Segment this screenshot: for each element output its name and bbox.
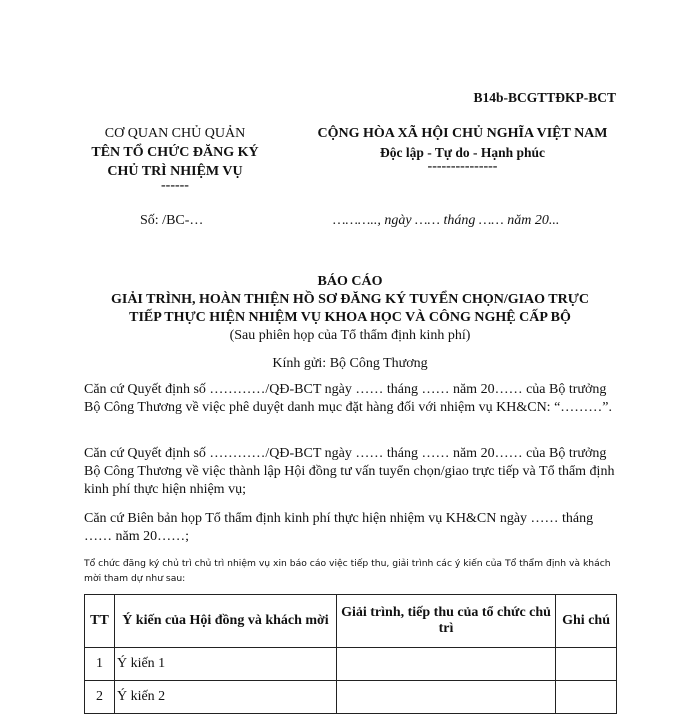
col-header-tt: TT (85, 595, 115, 648)
paragraph-basis-1: Căn cứ Quyết định số …………/QĐ-BCT ngày …… tháng …… năm 20…… của Bộ trưởng Bộ Công Thương về việc phê duyệt danh mục đặt hàng đối với nhiệm vụ KH&CN: “………”. (84, 382, 613, 415)
national-header (285, 124, 640, 172)
opinion-table (84, 594, 617, 714)
report-subtitle: (Sau phiên họp của Tổ thẩm định kinh phí) (229, 328, 471, 343)
left-divider: ------ (161, 178, 189, 193)
right-divider: --------------- (427, 159, 498, 174)
table-row (85, 681, 617, 714)
document-date: ……….., ngày …… tháng …… năm 20... (333, 213, 560, 228)
col-header-response: Giải trình, tiếp thu của tổ chức chủ trì (336, 595, 555, 648)
country-name: CỘNG HÒA XÃ HỘI CHỦ NGHĨA VIỆT NAM (317, 126, 608, 141)
row-number: 1 (85, 648, 115, 681)
issuing-agency-header (70, 124, 280, 191)
report-heading: BÁO CÁO (317, 274, 383, 289)
table-row (85, 648, 617, 681)
organization-role: CHỦ TRÌ NHIỆM VỤ (107, 164, 243, 179)
col-header-opinion: Ý kiến của Hội đồng và khách mời (114, 595, 336, 648)
col-header-note: Ghi chú (556, 595, 617, 648)
row-opinion: Ý kiến 2 (114, 681, 336, 714)
intro-note: Tổ chức đăng ký chủ trì chủ trì nhiệm vụ xin báo cáo việc tiếp thu, giải trình các ý kiến của Tổ thẩm định và khách mời tham dự như sau: (84, 558, 611, 584)
paragraph-basis-2: Căn cứ Quyết định số …………/QĐ-BCT ngày …… tháng …… năm 20…… của Bộ trưởng Bộ Công Thương về việc thành lập Hội đồng tư vấn tuyển chọn/giao trực tiếp và Tổ thẩm định kinh phí thực hiện nhiệm vụ; (84, 446, 615, 497)
row-opinion: Ý kiến 1 (114, 648, 336, 681)
recipient: Kính gửi: Bộ Công Thương (272, 356, 428, 371)
report-title-line-2: TIẾP THỰC HIỆN NHIỆM VỤ KHOA HỌC VÀ CÔNG NGHỆ CẤP BỘ (129, 310, 571, 325)
row-note (556, 648, 617, 681)
row-number: 2 (85, 681, 115, 714)
table-header-row (85, 595, 617, 648)
row-response (336, 648, 555, 681)
organization-name: TÊN TỔ CHỨC ĐĂNG KÝ (91, 145, 259, 160)
row-note (556, 681, 617, 714)
report-title-block (60, 273, 640, 345)
row-response (336, 681, 555, 714)
form-code: B14b-BCGTTĐKP-BCT (473, 90, 616, 105)
parent-agency: CƠ QUAN CHỦ QUẢN (104, 126, 246, 141)
paragraph-basis-3: Căn cứ Biên bản họp Tổ thẩm định kinh phí thực hiện nhiệm vụ KH&CN ngày …… tháng …… năm 20……; (84, 511, 594, 544)
national-motto: Độc lập - Tự do - Hạnh phúc (379, 145, 546, 160)
report-title-line-1: GIẢI TRÌNH, HOÀN THIỆN HỒ SƠ ĐĂNG KÝ TUYỂN CHỌN/GIAO TRỰC (110, 292, 590, 307)
document-number: Số: /BC-… (140, 213, 204, 228)
